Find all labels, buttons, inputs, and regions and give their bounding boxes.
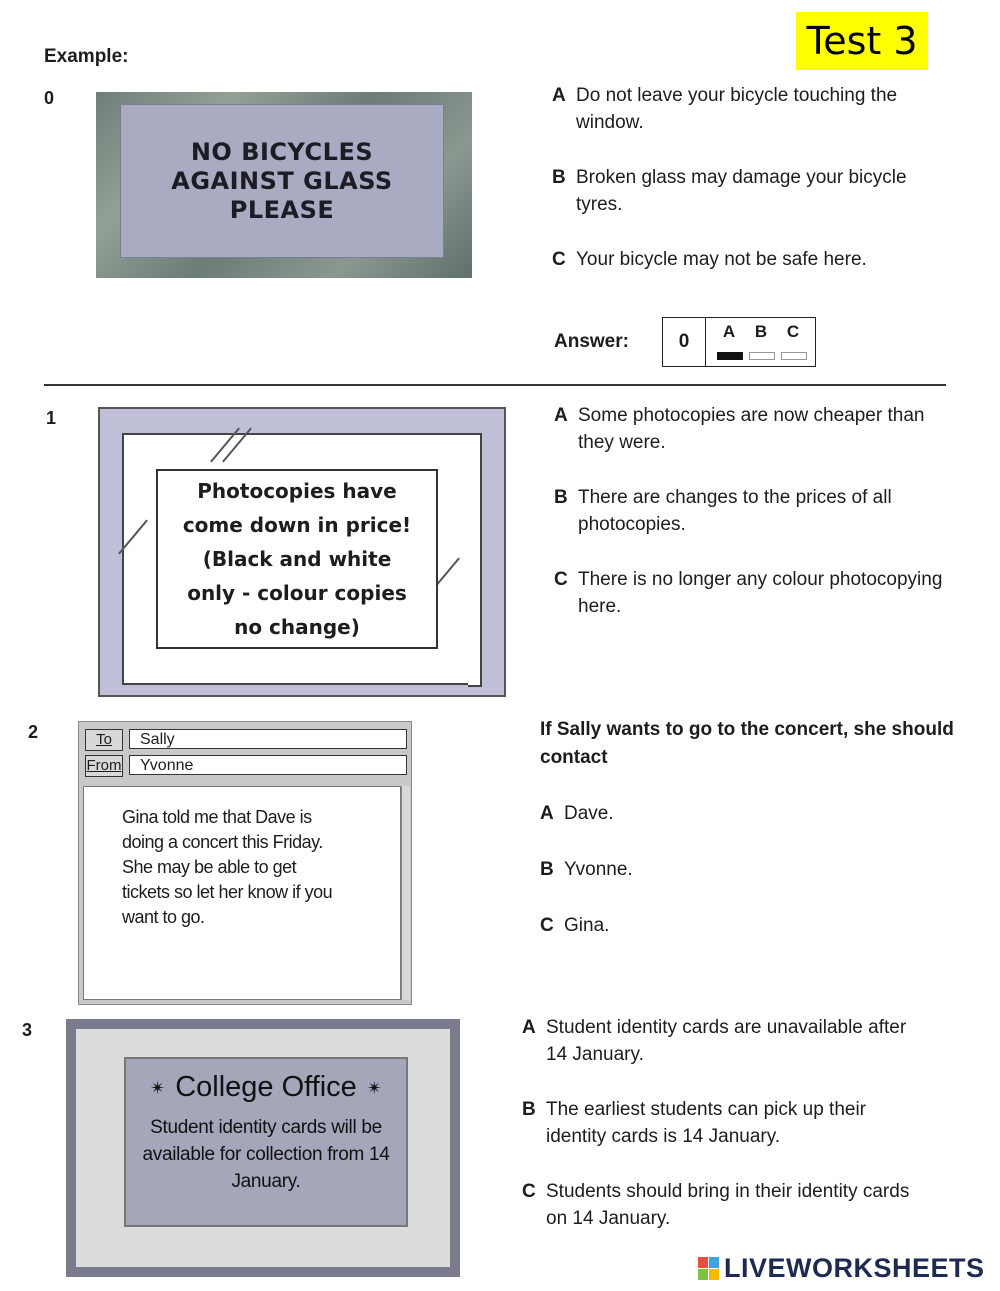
section-divider — [44, 384, 946, 386]
option-letter: B — [522, 1099, 536, 1120]
q1-window-ledge — [122, 671, 472, 685]
option-letter: B — [540, 859, 554, 880]
option-letter: C — [540, 915, 554, 936]
option-text: There is no longer any colour photocopying here. — [578, 569, 943, 617]
option-letter: B — [552, 167, 566, 188]
sign-line: PLEASE — [229, 195, 335, 224]
option-text: Broken glass may damage your bicycle tyres. — [576, 167, 907, 215]
pin-icon: ✴ — [150, 1078, 166, 1099]
q2-option-c[interactable] — [540, 912, 940, 939]
option-letter: C — [522, 1181, 536, 1202]
q3-noticeboard-surface — [76, 1029, 450, 1267]
option-letter: A — [552, 85, 566, 106]
notice-line: only - colour copies — [187, 581, 407, 605]
q2-option-b[interactable] — [540, 856, 940, 883]
brand-name: LIVEWORKSHEETS — [724, 1253, 985, 1283]
liveworksheets-logo — [698, 1253, 985, 1284]
answer-letter-c: C — [786, 322, 800, 341]
email-from-field: Yvonne — [129, 755, 407, 775]
option-text: Some photocopies are now cheaper than they were. — [578, 405, 925, 453]
q3-option-c[interactable] — [522, 1178, 922, 1232]
notice-line: come down in price! — [182, 513, 412, 537]
q2-email-window — [78, 721, 412, 1005]
glass-glare-mark — [222, 428, 252, 463]
q1-option-c[interactable] — [554, 566, 954, 620]
option-text: Student identity cards are unavailable after 14 January. — [546, 1017, 907, 1065]
option-text: Your bicycle may not be safe here. — [576, 249, 867, 270]
example-sign-photo — [96, 92, 472, 278]
email-to-field: Sally — [129, 729, 407, 749]
notice-line: (Black and white — [202, 547, 392, 571]
q3-noticeboard — [66, 1019, 460, 1277]
q2-option-a[interactable] — [540, 800, 940, 827]
answer-letter-b: B — [754, 322, 768, 341]
question-1-number: 1 — [46, 408, 57, 428]
option-text: Dave. — [564, 803, 614, 824]
q1-window-pane — [122, 433, 472, 675]
example-option-a — [552, 82, 952, 136]
q3-notice — [124, 1057, 408, 1227]
option-letter: A — [540, 803, 554, 824]
email-scrollbar — [401, 786, 410, 1000]
q3-option-b[interactable] — [522, 1096, 922, 1150]
sign-line: AGAINST GLASS — [171, 166, 393, 195]
example-sign-plate — [120, 104, 444, 258]
example-option-c — [552, 246, 952, 273]
q1-window-illustration — [98, 407, 506, 697]
q2-prompt: If Sally wants to go to the concert, she should contact — [540, 719, 954, 768]
option-letter: C — [552, 249, 566, 270]
q1-option-b[interactable] — [554, 484, 954, 538]
answer-letter-a: A — [722, 322, 736, 341]
notice-line: Photocopies have — [197, 479, 397, 503]
pin-icon: ✴ — [366, 1078, 382, 1099]
glass-glare-mark — [118, 520, 148, 555]
q1-notice — [156, 469, 438, 649]
option-text: The earliest students can pick up their identity cards is 14 January. — [546, 1099, 867, 1147]
test-badge: Test 3 — [796, 12, 928, 70]
answer-mark-a[interactable] — [717, 352, 743, 360]
option-letter: C — [554, 569, 568, 590]
question-2-number: 2 — [28, 722, 39, 742]
option-letter: B — [554, 487, 568, 508]
sign-line: NO BICYCLES — [190, 137, 374, 166]
q3-notice-body: Student identity cards will be available for collection from 14 January. — [142, 1117, 390, 1193]
notice-line: no change) — [234, 615, 360, 639]
option-letter: A — [554, 405, 568, 426]
option-text: Yvonne. — [564, 859, 633, 880]
q3-option-a[interactable] — [522, 1014, 922, 1068]
option-text: Students should bring in their identity cards on 14 January. — [546, 1181, 910, 1229]
example-label: Example: — [44, 46, 129, 67]
q1-option-a[interactable] — [554, 402, 954, 456]
q1-window-side — [468, 433, 482, 687]
email-body — [83, 786, 401, 1000]
email-body-text: Gina told me that Dave is doing a concert this Friday. She may be able to get tickets so let her know if you want to go. — [122, 807, 333, 927]
answer-label: Answer: — [554, 331, 629, 352]
option-text: There are changes to the prices of all photocopies. — [578, 487, 892, 535]
answer-mark-b[interactable] — [749, 352, 775, 360]
email-from-label: From — [85, 755, 123, 777]
q3-notice-title: College Office — [175, 1071, 357, 1103]
q3-notice-title-row — [126, 1069, 406, 1106]
email-to-label: To — [85, 729, 123, 751]
example-number: 0 — [44, 88, 55, 108]
answer-mark-c[interactable] — [781, 352, 807, 360]
option-letter: A — [522, 1017, 536, 1038]
option-text: Do not leave your bicycle touching the window. — [576, 85, 898, 133]
answer-number: 0 — [663, 318, 706, 366]
brand-logo-icon — [698, 1257, 720, 1281]
example-option-b — [552, 164, 952, 218]
question-3-number: 3 — [22, 1020, 33, 1040]
option-text: Gina. — [564, 915, 610, 936]
answer-grid — [662, 317, 816, 367]
